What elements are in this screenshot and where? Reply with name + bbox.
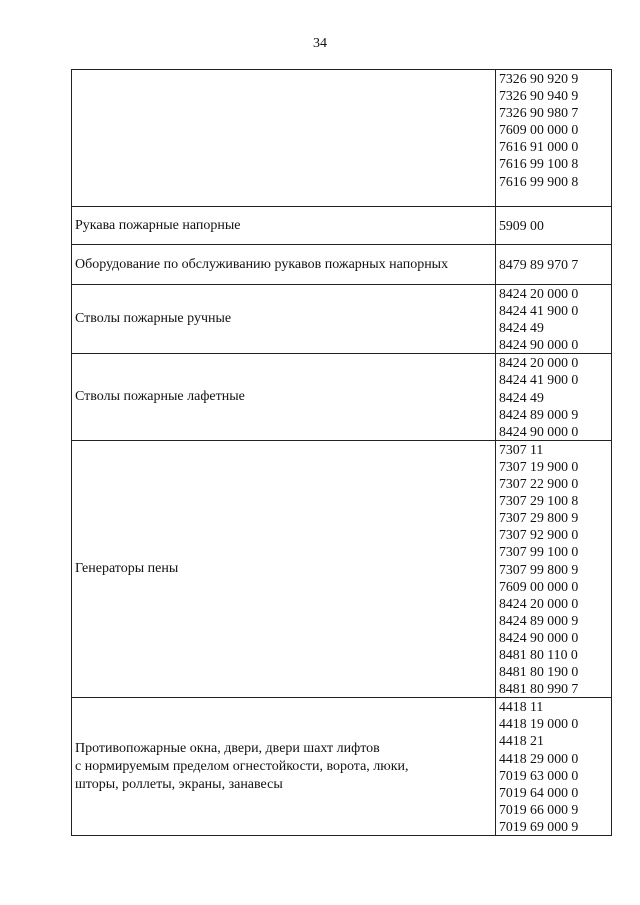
tn-ved-code: 4418 11 bbox=[499, 699, 544, 715]
product-name: Рукава пожарные напорные bbox=[75, 217, 241, 233]
tn-ved-code: 7307 99 100 0 bbox=[499, 544, 579, 560]
product-name-cell bbox=[72, 207, 496, 245]
table-row bbox=[72, 285, 612, 354]
tn-ved-codes-cell bbox=[496, 698, 612, 836]
product-name-cell bbox=[72, 245, 496, 285]
tn-ved-code: 8481 80 990 7 bbox=[499, 681, 579, 697]
product-name: Стволы пожарные ручные bbox=[75, 311, 232, 327]
product-name-cell bbox=[72, 285, 496, 354]
product-name-cell bbox=[72, 354, 496, 440]
product-name: Стволы пожарные лафетные bbox=[75, 389, 245, 405]
product-name-line: с нормируемым пределом огнестойкости, ворота, люки, bbox=[75, 758, 409, 774]
tn-ved-code: 8424 49 bbox=[499, 389, 544, 405]
tn-ved-code: 8424 20 000 0 bbox=[499, 355, 579, 371]
tn-ved-code: 7307 11 bbox=[499, 441, 544, 457]
tn-ved-code: 7326 90 940 9 bbox=[499, 88, 579, 104]
table-row bbox=[72, 245, 612, 285]
tn-ved-code: 8424 20 000 0 bbox=[499, 286, 579, 301]
tn-ved-code: 7307 29 100 8 bbox=[499, 493, 579, 509]
tn-ved-code: 4418 29 000 0 bbox=[499, 750, 579, 766]
product-name-cell bbox=[72, 698, 496, 836]
tn-ved-codes-cell bbox=[496, 285, 612, 354]
product-name-line: Противопожарные окна, двери, двери шахт лифтов bbox=[75, 740, 380, 756]
tn-ved-code: 8481 80 110 0 bbox=[499, 646, 578, 662]
tn-ved-code: 7019 69 000 9 bbox=[499, 818, 579, 834]
tn-ved-code: 8424 41 900 0 bbox=[499, 303, 579, 319]
table-row bbox=[72, 354, 612, 440]
tn-ved-code: 5909 00 bbox=[499, 217, 544, 233]
product-name-cell bbox=[72, 440, 496, 697]
tn-ved-code: 8424 20 000 0 bbox=[499, 595, 579, 611]
tn-ved-code: 7326 90 920 9 bbox=[499, 71, 579, 86]
classification-table bbox=[71, 69, 612, 836]
tn-ved-code: 7019 63 000 0 bbox=[499, 767, 579, 783]
tn-ved-codes-cell bbox=[496, 207, 612, 245]
tn-ved-code: 7019 64 000 0 bbox=[499, 784, 579, 800]
table-row bbox=[72, 440, 612, 697]
tn-ved-codes-cell bbox=[496, 440, 612, 697]
tn-ved-code: 7616 91 000 0 bbox=[499, 139, 579, 155]
tn-ved-code: 8481 80 190 0 bbox=[499, 664, 579, 680]
tn-ved-code: 7609 00 000 0 bbox=[499, 122, 579, 138]
product-name-line: шторы, роллеты, экраны, занавесы bbox=[75, 776, 283, 792]
tn-ved-codes-cell bbox=[496, 354, 612, 440]
tn-ved-code: 7307 92 900 0 bbox=[499, 527, 579, 543]
tn-ved-code: 8424 41 900 0 bbox=[499, 372, 579, 388]
product-name-cell bbox=[72, 70, 496, 207]
table-row bbox=[72, 70, 612, 207]
product-name: Оборудование по обслуживанию рукавов пожарных напорных bbox=[75, 256, 449, 272]
tn-ved-code: 7326 90 980 7 bbox=[499, 105, 579, 121]
tn-ved-code: 8424 89 000 9 bbox=[499, 612, 579, 628]
tn-ved-code: 8479 89 970 7 bbox=[499, 256, 579, 272]
tn-ved-code: 8424 90 000 0 bbox=[499, 423, 579, 439]
tn-ved-codes-cell bbox=[496, 70, 612, 207]
tn-ved-code: 4418 19 000 0 bbox=[499, 716, 579, 732]
tn-ved-codes-cell bbox=[496, 245, 612, 285]
tn-ved-code: 7307 22 900 0 bbox=[499, 476, 579, 492]
tn-ved-code: 7307 19 900 0 bbox=[499, 458, 579, 474]
tn-ved-code: 7307 99 800 9 bbox=[499, 561, 579, 577]
page-number: 34 bbox=[313, 36, 327, 51]
tn-ved-code: 7019 66 000 9 bbox=[499, 801, 579, 817]
tn-ved-code: 8424 89 000 9 bbox=[499, 406, 579, 422]
tn-ved-code: 7307 29 800 9 bbox=[499, 510, 579, 526]
table-row bbox=[72, 207, 612, 245]
tn-ved-code: 8424 90 000 0 bbox=[499, 629, 579, 645]
tn-ved-code: 4418 21 bbox=[499, 733, 544, 749]
tn-ved-code: 7609 00 000 0 bbox=[499, 578, 579, 594]
tn-ved-code: 8424 49 bbox=[499, 320, 544, 336]
table-row bbox=[72, 698, 612, 836]
product-name: Генераторы пены bbox=[75, 561, 179, 577]
tn-ved-code: 7616 99 900 8 bbox=[499, 173, 579, 189]
tn-ved-code: 8424 90 000 0 bbox=[499, 337, 579, 353]
tn-ved-code: 7616 99 100 8 bbox=[499, 156, 579, 172]
